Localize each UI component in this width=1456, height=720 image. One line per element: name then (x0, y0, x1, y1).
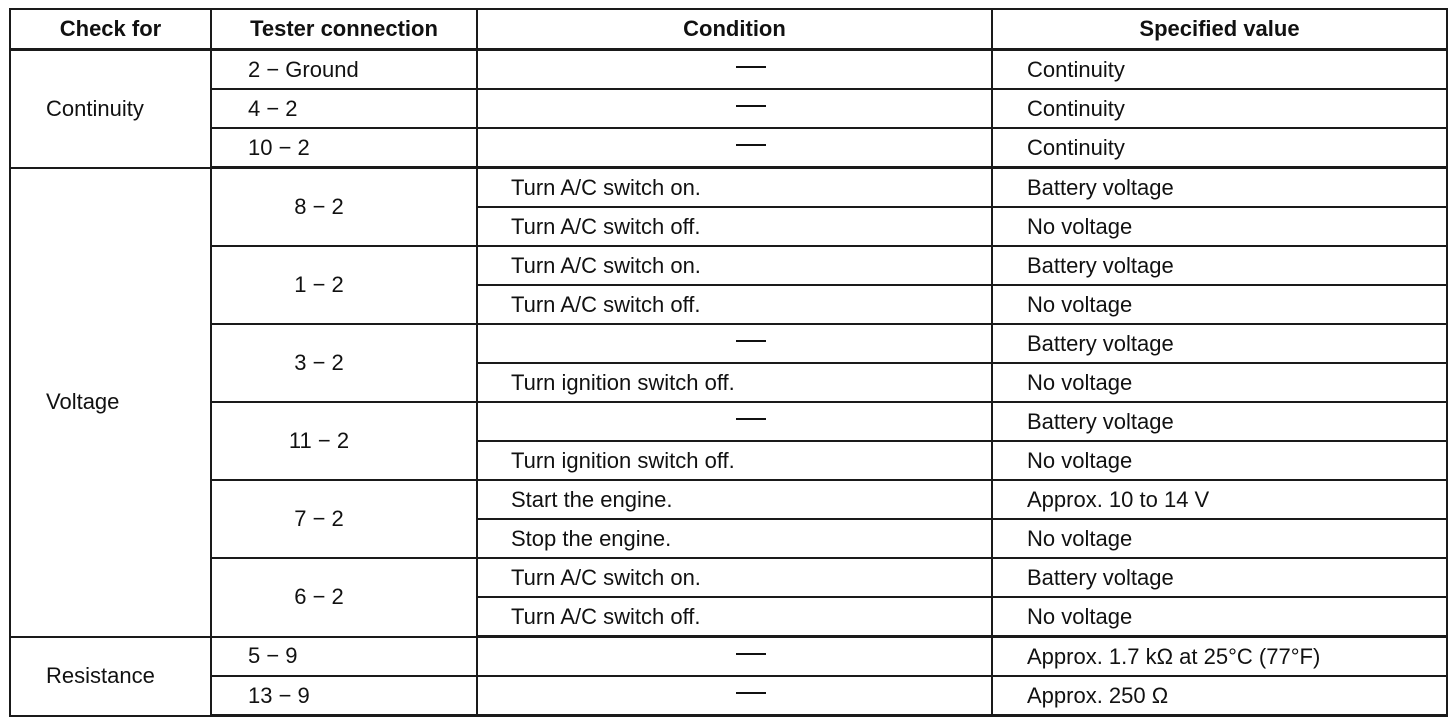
no-condition-dash (736, 653, 766, 655)
tester-connection-cell: 5 − 9 (211, 637, 477, 677)
table-row (10, 402, 1447, 441)
table-row (10, 89, 1447, 128)
tester-connection-cell: 13 − 9 (211, 676, 477, 716)
specified-value-cell: No voltage (992, 441, 1447, 480)
table-body (10, 50, 1447, 716)
specified-value-cell: No voltage (992, 207, 1447, 246)
tester-connection-cell: 11 − 2 (211, 402, 477, 480)
condition-cell: Turn A/C switch off. (477, 597, 992, 637)
check-for-cell: Voltage (10, 168, 211, 637)
condition-cell: Turn A/C switch on. (477, 558, 992, 597)
condition-cell (477, 402, 992, 441)
header-specified-value: Specified value (992, 9, 1447, 50)
table-row (10, 168, 1447, 208)
specified-value-cell: No voltage (992, 363, 1447, 402)
condition-cell: Turn A/C switch off. (477, 207, 992, 246)
table-row (10, 676, 1447, 716)
tester-connection-cell: 6 − 2 (211, 558, 477, 637)
condition-cell: Turn A/C switch off. (477, 285, 992, 324)
condition-cell (477, 324, 992, 363)
specified-value-cell: Battery voltage (992, 246, 1447, 285)
tester-connection-cell: 7 − 2 (211, 480, 477, 558)
specified-value-cell: No voltage (992, 597, 1447, 637)
table-row (10, 50, 1447, 90)
specified-value-cell: Continuity (992, 128, 1447, 168)
condition-cell: Start the engine. (477, 480, 992, 519)
condition-cell: Turn A/C switch on. (477, 246, 992, 285)
specified-value-cell: Approx. 10 to 14 V (992, 480, 1447, 519)
table-row (10, 128, 1447, 168)
specified-value-cell: Approx. 250 Ω (992, 676, 1447, 716)
tester-connection-cell: 2 − Ground (211, 50, 477, 90)
header-tester-connection: Tester connection (211, 9, 477, 50)
no-condition-dash (736, 340, 766, 342)
specified-value-cell: Continuity (992, 89, 1447, 128)
table-row (10, 324, 1447, 363)
condition-cell: Stop the engine. (477, 519, 992, 558)
specified-value-cell: Battery voltage (992, 324, 1447, 363)
condition-cell (477, 637, 992, 677)
header-condition: Condition (477, 9, 992, 50)
no-condition-dash (736, 66, 766, 68)
tester-connection-cell: 3 − 2 (211, 324, 477, 402)
no-condition-dash (736, 144, 766, 146)
condition-cell (477, 676, 992, 716)
specified-value-cell: No voltage (992, 285, 1447, 324)
condition-cell: Turn A/C switch on. (477, 168, 992, 208)
tester-connection-cell: 4 − 2 (211, 89, 477, 128)
header-check-for: Check for (10, 9, 211, 50)
specified-value-cell: Approx. 1.7 kΩ at 25°C (77°F) (992, 637, 1447, 677)
specified-value-cell: Battery voltage (992, 402, 1447, 441)
spec-table (9, 8, 1448, 717)
header-row (10, 9, 1447, 50)
specified-value-cell: Continuity (992, 50, 1447, 90)
condition-cell: Turn ignition switch off. (477, 363, 992, 402)
table-row (10, 480, 1447, 519)
condition-cell (477, 89, 992, 128)
table-row (10, 246, 1447, 285)
no-condition-dash (736, 692, 766, 694)
specified-value-cell: Battery voltage (992, 558, 1447, 597)
no-condition-dash (736, 105, 766, 107)
specified-value-cell: Battery voltage (992, 168, 1447, 208)
table-row (10, 558, 1447, 597)
check-for-cell: Continuity (10, 50, 211, 168)
tester-connection-cell: 1 − 2 (211, 246, 477, 324)
condition-cell: Turn ignition switch off. (477, 441, 992, 480)
condition-cell (477, 50, 992, 90)
condition-cell (477, 128, 992, 168)
table-header (10, 9, 1447, 50)
specified-value-cell: No voltage (992, 519, 1447, 558)
table-row (10, 637, 1447, 677)
tester-connection-cell: 10 − 2 (211, 128, 477, 168)
no-condition-dash (736, 418, 766, 420)
tester-connection-cell: 8 − 2 (211, 168, 477, 247)
check-for-cell: Resistance (10, 637, 211, 716)
